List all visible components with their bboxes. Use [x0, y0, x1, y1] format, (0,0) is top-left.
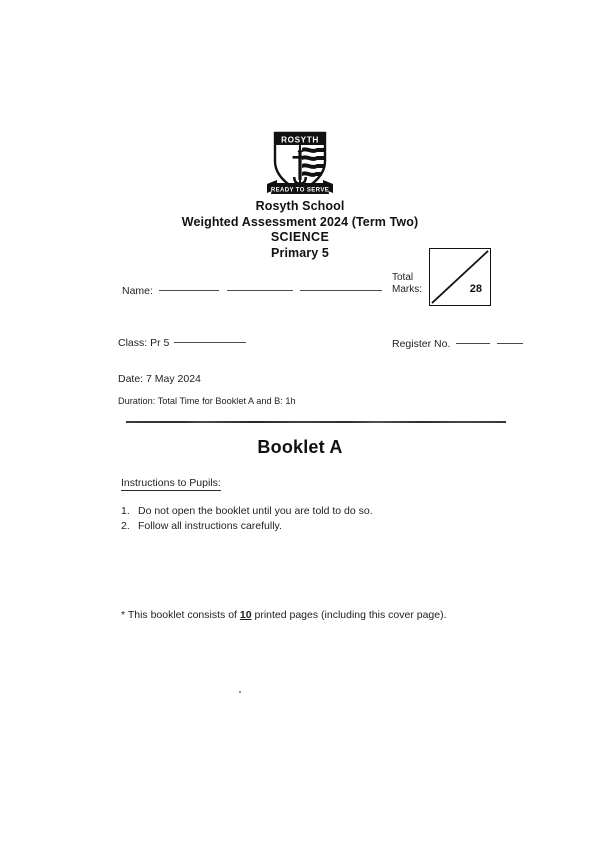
name-write-line[interactable] — [227, 290, 293, 291]
instruction-text: Do not open the booklet until you are told to do so. — [138, 505, 373, 517]
name-write-line[interactable] — [300, 290, 382, 291]
name-label: Name: — [122, 285, 153, 297]
footnote-suffix: printed pages (including this cover page). — [254, 609, 447, 621]
duration-text: Duration: Total Time for Booklet A and B: 1h — [118, 396, 296, 406]
register-write-line[interactable] — [456, 343, 490, 344]
instruction-number: 2. — [121, 520, 130, 532]
list-item — [121, 504, 373, 519]
booklet-title: Booklet A — [257, 437, 343, 457]
total-marks-label — [392, 272, 422, 295]
register-write-line[interactable] — [497, 343, 523, 344]
name-field-row — [122, 285, 382, 297]
subject-title: SCIENCE — [270, 230, 330, 244]
instruction-number: 1. — [121, 505, 130, 517]
school-name: Rosyth School — [255, 199, 345, 213]
class-field-row — [118, 337, 246, 349]
date-label: Date: — [118, 373, 144, 385]
rosyth-school-crest-icon — [265, 127, 335, 199]
assessment-title: Weighted Assessment 2024 (Term Two) — [181, 214, 419, 229]
level-title: Primary 5 — [271, 245, 329, 260]
instruction-text: Follow all instructions carefully. — [138, 520, 282, 532]
page-count-footnote — [121, 609, 447, 621]
class-write-line[interactable] — [174, 342, 246, 343]
class-value: Pr 5 — [150, 337, 170, 349]
date-field-row — [118, 373, 201, 385]
register-field-row — [392, 338, 523, 350]
total-marks-value: 28 — [469, 283, 482, 295]
marks-box-diagonal-line — [430, 249, 490, 305]
total-marks-label-line2: Marks: — [392, 283, 422, 295]
instructions-heading: Instructions to Pupils: — [121, 477, 221, 489]
section-divider — [126, 421, 506, 423]
name-write-line[interactable] — [159, 290, 219, 291]
instructions-list — [121, 504, 373, 534]
total-marks-box — [429, 248, 491, 306]
crest-container — [0, 127, 600, 199]
svg-text:READY TO SERVE: READY TO SERVE — [270, 187, 330, 194]
svg-text:ROSYTH: ROSYTH — [281, 135, 319, 145]
register-label: Register No. — [392, 338, 451, 350]
total-marks-label-line1: Total — [392, 272, 414, 283]
list-item — [121, 519, 373, 534]
class-label: Class: — [118, 337, 148, 349]
scan-speck — [239, 691, 241, 693]
date-value: 7 May 2024 — [146, 373, 201, 385]
footnote-page-count: 10 — [239, 609, 252, 621]
footnote-prefix: * This booklet consists of — [121, 609, 237, 621]
title-block — [0, 199, 600, 261]
